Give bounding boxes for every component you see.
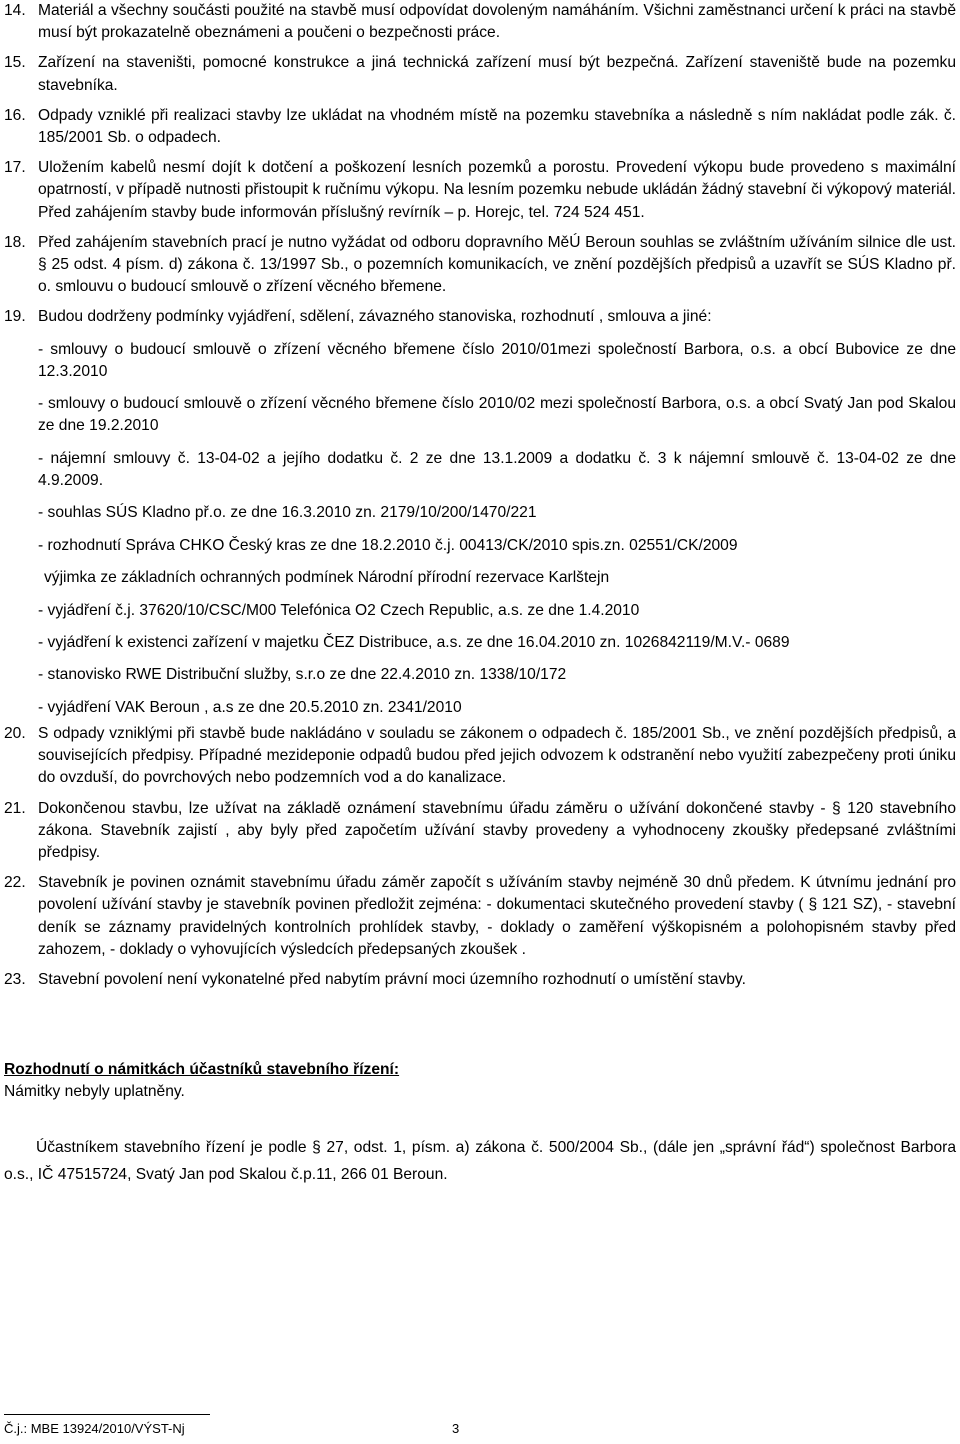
condition-text: Materiál a všechny součásti použité na stavbě musí odpovídat dovoleným namáháním. Všichni zaměstnanci určení k práci na stavbě musí být prokazatelně obeznámeni a poučeni o bezpečnosti práce. — [38, 2, 956, 42]
condition-text: Odpady vzniklé při realizaci stavby lze ukládat na vhodném místě na pozemku stavebníka a následně s ním nakládat podle zák. č. 185/2001 Sb. o odpadech. — [38, 106, 956, 147]
agreement-item: - vyjádření k existenci zařízení v majetku ČEZ Distribuce, a.s. ze dne 16.04.2010 zn. 1026842119/M.V.- 0689 — [38, 633, 790, 651]
condition-17 — [0, 157, 960, 224]
condition-14 — [0, 0, 960, 44]
agreement-item: - nájemní smlouvy č. 13-04-02 a jejího dodatku č. 2 ze dne 13.1.2009 a dodatku č. 3 k nájemní smlouvě č. 13-04-02 ze dne 4.9.2009. — [38, 449, 956, 490]
condition-text: S odpady vzniklými při stavbě bude nakládáno v souladu se zákonem o odpadech č. 185/2001 Sb., ve znění pozdějších předpisů, a souvisejících předpisy. Případné mezideponie odpadů budou před jejich odvozem k odstranění nebo využití zabezpečeny proti úniku do ovzduší, do povrchových nebo podzemních vod a do kanalizace. — [38, 724, 956, 787]
footer-divider — [4, 1414, 210, 1415]
condition-text: Dokončenou stavbu, lze užívat na základě oznámení stavebnímu úřadu záměru o užívání dokončené stavby - § 120 stavebního zákona. Stavebník zajistí , aby byly před započetím užívání stavby provedeny a vyhodnoceny zkoušky předepsané zvláštními předpisy. — [38, 799, 956, 861]
condition-number: 17. — [4, 159, 26, 177]
condition-number: 22. — [4, 874, 26, 892]
agreement-item: - smlouvy o budoucí smlouvě o zřízení věcného břemene číslo 2010/01mezi společností Barbora, o.s. a obcí Bubovice ze dne 12.3.2010 — [38, 340, 956, 380]
condition-18 — [0, 232, 960, 299]
condition-text: Uložením kabelů nesmí dojít k dotčení a poškození lesních pozemků a porostu. Provedení výkopu bude provedeno s maximální opatrností, v případě nutnosti přistoupit k ručnímu výkopu. Na lesním pozemku nebude ukládán žádný stavební či výkopový materiál. Před zahájením stavby bude informován příslušný revírník – p. Horejc, tel. 724 524 451. — [38, 159, 956, 221]
condition-20 — [0, 723, 960, 790]
condition-15 — [0, 52, 960, 96]
agreement-item: - smlouvy o budoucí smlouvě o zřízení věcného břemene číslo 2010/02 mezi společností Barbora, o.s. a obcí Svatý Jan pod Skalou ze dne 19.2.2010 — [38, 395, 956, 435]
condition-19 — [0, 306, 960, 328]
agreement-item: - vyjádření VAK Beroun , a.s ze dne 20.5.2010 zn. 2341/2010 — [38, 698, 462, 716]
objections-text: Námitky nebyly uplatněny. — [4, 1083, 185, 1101]
condition-16 — [0, 105, 960, 149]
condition-number: 18. — [4, 233, 26, 251]
condition-number: 16. — [4, 106, 26, 124]
condition-21 — [0, 798, 960, 865]
agreement-item: - rozhodnutí Správa CHKO Český kras ze dne 18.2.2010 č.j. 00413/CK/2010 spis.zn. 02551/CK/2009 — [38, 536, 738, 554]
objections-heading — [0, 1059, 960, 1081]
objections-title: Rozhodnutí o námitkách účastníků stavebního řízení: — [4, 1061, 400, 1079]
condition-22 — [0, 872, 960, 961]
condition-number: 20. — [4, 724, 26, 742]
condition-number: 19. — [4, 308, 26, 326]
condition-23 — [0, 969, 960, 991]
agreement-item: - souhlas SÚS Kladno př.o. ze dne 16.3.2010 zn. 2179/10/200/1470/221 — [38, 504, 537, 522]
condition-number: 21. — [4, 799, 26, 817]
agreement-item: výjimka ze základních ochranných podmínek Národní přírodní rezervace Karlštejn — [44, 569, 610, 587]
condition-text: Stavební povolení není vykonatelné před nabytím právní moci územního rozhodnutí o umístění stavby. — [38, 971, 746, 988]
condition-number: 15. — [4, 54, 26, 72]
condition-text: Budou dodrženy podmínky vyjádření, sdělení, závazného stanoviska, rozhodnutí , smlouva a jiné: — [38, 308, 712, 326]
condition-text: Zařízení na staveništi, pomocné konstrukce a jiná technická zařízení musí být bezpečná. Zařízení staveniště bude na pozemku stavebníka. — [38, 54, 956, 94]
file-reference: Č.j.: MBE 13924/2010/VÝST-Nj — [4, 1421, 185, 1436]
condition-text: Stavebník je povinen oznámit stavebnímu úřadu záměr započít s užíváním stavby nejméně 30 dnů předem. K útvnímu jednání pro povolení užívání stavby je stavebník povinen předložit zejména: - dokumentaci skutečného provedení stavby ( § 121 SZ), - stavební deník se záznamy pravidelných kontrolních prohlídek stavby, - doklady o zaměření výškopisném a polohopisném stavby před zahozem, - doklady o vyhovujících výsledcích předepsaných zkoušek . — [38, 874, 956, 958]
condition-number: 14. — [4, 2, 26, 19]
condition-text: Před zahájením stavebních prací je nutno vyžádat od odboru dopravního MěÚ Beroun souhlas se zvláštním užíváním silnice dle ust. § 25 odst. 4 písm. d) zákona č. 13/1997 Sb., o pozemních komunikacích, ve znění pozdějších předpisů a uzavřít se SÚS Kladno př. o. smlouvu o budoucí smlouvě o zřízení věcného břemene. — [38, 233, 956, 296]
participants-paragraph: Účastníkem stavebního řízení je podle § 27, odst. 1, písm. a) zákona č. 500/2004 Sb., (dále jen „správní řád“) společnost Barbora o.s., IČ 47515724, Svatý Jan pod Skalou č.p.11, 266 01 Beroun. — [4, 1139, 956, 1183]
agreement-item: - vyjádření č.j. 37620/10/CSC/M00 Telefónica O2 Czech Republic, a.s. ze dne 1.4.2010 — [38, 601, 640, 619]
page-number: 3 — [452, 1421, 460, 1436]
condition-number: 23. — [4, 971, 26, 988]
agreement-item: - stanovisko RWE Distribuční služby, s.r.o ze dne 22.4.2010 zn. 1338/10/172 — [38, 666, 567, 684]
